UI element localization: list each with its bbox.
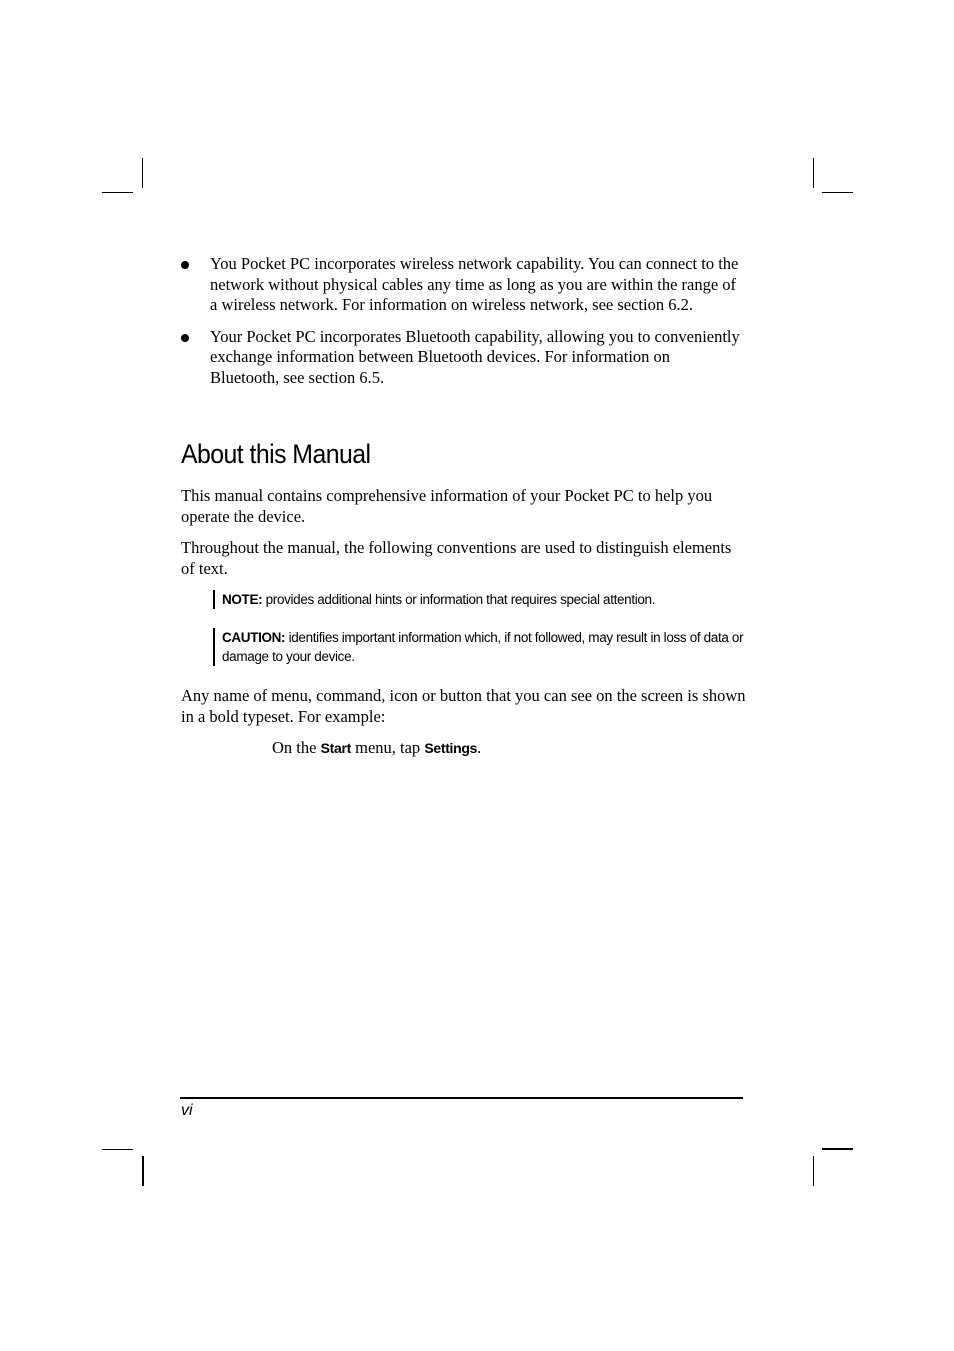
note-label: NOTE: — [222, 592, 263, 607]
caution-label: CAUTION: — [222, 630, 286, 645]
caution-text: identifies important information which, if not followed, may result in loss of data or damage to your device. — [222, 630, 744, 664]
caution-box — [213, 628, 754, 666]
example-prefix: On the — [272, 738, 321, 757]
bold-typeset-paragraph: Any name of menu, command, icon or button that you can see on the screen is shown in a bold typeset. For example: — [181, 686, 746, 726]
crop-mark — [822, 1148, 853, 1150]
crop-mark — [102, 1149, 133, 1150]
crop-mark — [813, 1156, 814, 1186]
page-number: vi — [181, 1102, 193, 1119]
feature-bullet-list — [181, 254, 743, 399]
bullet-text: Your Pocket PC incorporates Bluetooth capability, allowing you to conveniently exchange information between Bluetooth devices. For information on Bluetooth, see section 6.5. — [210, 326, 740, 387]
crop-mark — [822, 192, 853, 193]
crop-mark — [142, 158, 143, 188]
example-suffix: . — [477, 738, 482, 757]
example-line — [272, 737, 481, 759]
bullet-text: You Pocket PC incorporates wireless network capability. You can connect to the network without physical cables any time as long as you are within the range of a wireless network. For information on wireless network, see section 6.2. — [210, 254, 739, 314]
note-text: provides additional hints or information that requires special attention. — [262, 592, 656, 607]
conventions-paragraph: Throughout the manual, the following conventions are used to distinguish elements of text. — [181, 538, 732, 578]
bullet-item-wireless — [181, 254, 743, 316]
bullet-dot-icon — [181, 261, 189, 269]
footer-rule — [180, 1097, 743, 1099]
bullet-item-bluetooth — [181, 327, 743, 389]
section-heading: About this Manual — [181, 439, 371, 469]
intro-paragraph: This manual contains comprehensive information of your Pocket PC to help you operate the device. — [181, 486, 713, 526]
example-item-name: Settings — [424, 740, 478, 756]
crop-mark — [102, 192, 133, 193]
example-middle: menu, tap — [350, 738, 425, 757]
crop-mark — [813, 158, 814, 188]
example-menu-name: Start — [320, 740, 351, 756]
note-box — [213, 590, 754, 609]
bullet-dot-icon — [181, 334, 189, 342]
crop-mark — [142, 1156, 144, 1186]
